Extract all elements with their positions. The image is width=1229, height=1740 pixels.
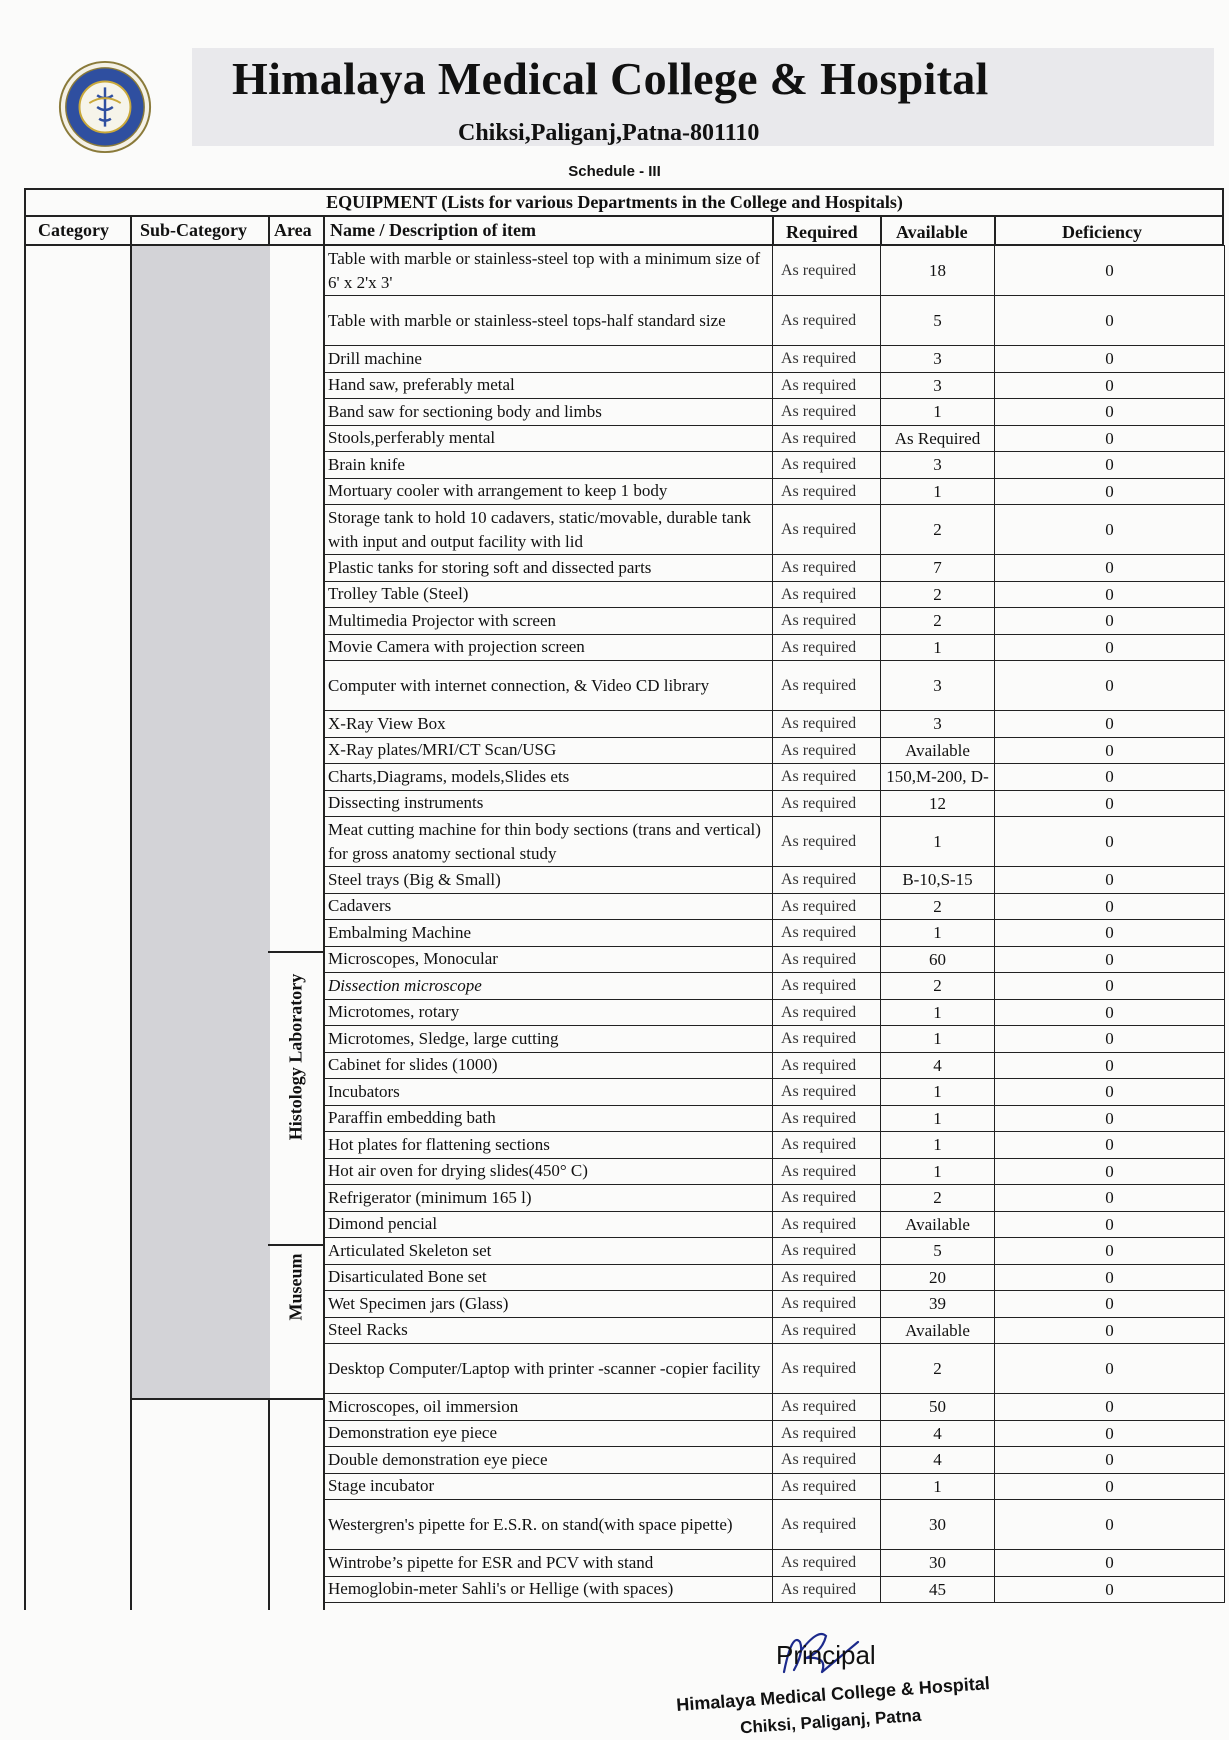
- item-required: As required: [773, 737, 881, 764]
- table-row: [325, 764, 1225, 791]
- item-required: As required: [773, 346, 881, 373]
- col-deficiency: Deficiency: [1062, 222, 1142, 242]
- item-deficiency: 0: [995, 478, 1225, 505]
- item-available: 1: [881, 1079, 995, 1106]
- table-row: [325, 1264, 1225, 1291]
- table-row: [325, 1291, 1225, 1318]
- area-divider-end: [130, 1398, 324, 1400]
- item-deficiency: 0: [995, 372, 1225, 399]
- table-row: [325, 920, 1225, 947]
- item-deficiency: 0: [995, 425, 1225, 452]
- item-deficiency: 0: [995, 1473, 1225, 1500]
- item-available: 1: [881, 1473, 995, 1500]
- item-deficiency: 0: [995, 764, 1225, 791]
- signature-title: Principal: [776, 1640, 876, 1670]
- item-name: Cadavers: [325, 893, 773, 920]
- item-name: Microscopes, oil immersion: [325, 1394, 773, 1421]
- item-name: Hand saw, preferably metal: [325, 372, 773, 399]
- page-address: Chiksi,Paliganj,Patna-801110: [458, 120, 760, 146]
- item-required: As required: [773, 1291, 881, 1318]
- table-row: [325, 867, 1225, 894]
- item-required: As required: [773, 399, 881, 426]
- item-available: 150,M-200, D-: [881, 764, 995, 791]
- item-available: Available: [881, 1211, 995, 1238]
- item-available: 5: [881, 1238, 995, 1265]
- item-name: Stage incubator: [325, 1473, 773, 1500]
- area-divider-museum: [268, 1244, 324, 1246]
- table-row: [325, 634, 1225, 661]
- item-deficiency: 0: [995, 1447, 1225, 1474]
- table-row: [325, 1447, 1225, 1474]
- item-name: Mortuary cooler with arrangement to keep 1 body: [325, 478, 773, 505]
- table-row: [325, 1079, 1225, 1106]
- item-name: Steel trays (Big & Small): [325, 867, 773, 894]
- item-deficiency: 0: [995, 1317, 1225, 1344]
- item-available: 2: [881, 1344, 995, 1394]
- item-available: 2: [881, 505, 995, 555]
- col-area: Area: [274, 220, 312, 240]
- item-required: As required: [773, 711, 881, 738]
- table-row: [325, 425, 1225, 452]
- item-deficiency: 0: [995, 608, 1225, 635]
- table-row: [325, 711, 1225, 738]
- item-required: As required: [773, 661, 881, 711]
- item-available: 12: [881, 790, 995, 817]
- item-name: X-Ray plates/MRI/CT Scan/USG: [325, 737, 773, 764]
- item-deficiency: 0: [995, 346, 1225, 373]
- item-required: As required: [773, 1211, 881, 1238]
- table-row: [325, 555, 1225, 582]
- area-histology-label: Histology Laboratory: [285, 973, 306, 1141]
- item-deficiency: 0: [995, 581, 1225, 608]
- item-required: As required: [773, 246, 881, 296]
- item-required: As required: [773, 999, 881, 1026]
- item-available: 18: [881, 246, 995, 296]
- item-required: As required: [773, 581, 881, 608]
- item-required: As required: [773, 790, 881, 817]
- table-row: [325, 1211, 1225, 1238]
- item-available: 1: [881, 1158, 995, 1185]
- table-row: [325, 661, 1225, 711]
- item-available: B-10,S-15: [881, 867, 995, 894]
- item-available: 39: [881, 1291, 995, 1318]
- item-available: 2: [881, 1185, 995, 1212]
- table-row: [325, 1420, 1225, 1447]
- item-available: 45: [881, 1576, 995, 1603]
- item-name: Table with marble or stainless-steel tops-half standard size: [325, 296, 773, 346]
- item-deficiency: 0: [995, 1052, 1225, 1079]
- frame-left-line: [24, 188, 26, 1610]
- item-required: As required: [773, 634, 881, 661]
- item-name: Stools,perferably mental: [325, 425, 773, 452]
- item-name: Dimond pencial: [325, 1211, 773, 1238]
- item-required: As required: [773, 1550, 881, 1577]
- item-name: Microtomes, rotary: [325, 999, 773, 1026]
- item-deficiency: 0: [995, 999, 1225, 1026]
- item-deficiency: 0: [995, 246, 1225, 296]
- item-name: Dissection microscope: [325, 973, 773, 1000]
- item-available: 20: [881, 1264, 995, 1291]
- table-row: [325, 346, 1225, 373]
- item-available: 1: [881, 920, 995, 947]
- schedule-label: Schedule - III: [568, 163, 661, 180]
- item-name: Paraffin embedding bath: [325, 1105, 773, 1132]
- college-seal-icon: [56, 58, 154, 156]
- item-deficiency: 0: [995, 1264, 1225, 1291]
- item-name: Charts,Diagrams, models,Slides ets: [325, 764, 773, 791]
- item-available: 1: [881, 478, 995, 505]
- item-available: 30: [881, 1500, 995, 1550]
- item-deficiency: 0: [995, 867, 1225, 894]
- col-sub-category: Sub-Category: [140, 220, 247, 240]
- item-deficiency: 0: [995, 1344, 1225, 1394]
- item-required: As required: [773, 372, 881, 399]
- item-deficiency: 0: [995, 817, 1225, 867]
- item-deficiency: 0: [995, 1420, 1225, 1447]
- item-available: As Required: [881, 425, 995, 452]
- item-name: Multimedia Projector with screen: [325, 608, 773, 635]
- area-museum-label: Museum: [285, 1253, 306, 1321]
- item-available: 50: [881, 1394, 995, 1421]
- equipment-table-body: [325, 246, 1225, 1603]
- area-divider-histology: [268, 951, 324, 953]
- item-required: As required: [773, 1394, 881, 1421]
- item-required: As required: [773, 1185, 881, 1212]
- table-row: [325, 296, 1225, 346]
- table-row: [325, 1394, 1225, 1421]
- item-required: As required: [773, 1158, 881, 1185]
- item-available: 1: [881, 399, 995, 426]
- item-name: Plastic tanks for storing soft and dissected parts: [325, 555, 773, 582]
- item-deficiency: 0: [995, 1291, 1225, 1318]
- table-row: [325, 817, 1225, 867]
- item-name: Computer with internet connection, & Video CD library: [325, 661, 773, 711]
- item-available: Available: [881, 1317, 995, 1344]
- table-row: [325, 608, 1225, 635]
- col-name: Name / Description of item: [330, 220, 536, 240]
- item-deficiency: 0: [995, 1238, 1225, 1265]
- item-available: 4: [881, 1447, 995, 1474]
- item-available: 3: [881, 452, 995, 479]
- item-deficiency: 0: [995, 452, 1225, 479]
- item-deficiency: 0: [995, 399, 1225, 426]
- table-row: [325, 452, 1225, 479]
- item-name: Hot air oven for drying slides(450° C): [325, 1158, 773, 1185]
- item-deficiency: 0: [995, 1132, 1225, 1159]
- item-required: As required: [773, 946, 881, 973]
- item-deficiency: 0: [995, 1394, 1225, 1421]
- item-name: Drill machine: [325, 346, 773, 373]
- item-available: 5: [881, 296, 995, 346]
- frame-top-line: [24, 188, 1222, 190]
- item-name: Meat cutting machine for thin body sections (trans and vertical) for gross anatomy sectional study: [325, 817, 773, 867]
- page-title: Himalaya Medical College & Hospital: [232, 53, 989, 104]
- item-name: Double demonstration eye piece: [325, 1447, 773, 1474]
- table-row: [325, 1052, 1225, 1079]
- item-name: Movie Camera with projection screen: [325, 634, 773, 661]
- item-name: Cabinet for slides (1000): [325, 1052, 773, 1079]
- item-available: 4: [881, 1052, 995, 1079]
- table-row: [325, 1238, 1225, 1265]
- item-name: Hot plates for flattening sections: [325, 1132, 773, 1159]
- table-title: EQUIPMENT (Lists for various Departments in the College and Hospitals): [326, 192, 903, 212]
- item-available: 3: [881, 372, 995, 399]
- item-deficiency: 0: [995, 1105, 1225, 1132]
- table-row: [325, 1576, 1225, 1603]
- item-name: Westergren's pipette for E.S.R. on stand(with space pipette): [325, 1500, 773, 1550]
- equipment-table: [324, 245, 1225, 1603]
- table-row: [325, 1550, 1225, 1577]
- table-row: [325, 893, 1225, 920]
- item-name: Disarticulated Bone set: [325, 1264, 773, 1291]
- item-available: 2: [881, 608, 995, 635]
- col-available: Available: [896, 222, 968, 242]
- item-available: Available: [881, 737, 995, 764]
- item-available: 1: [881, 1026, 995, 1053]
- item-deficiency: 0: [995, 1158, 1225, 1185]
- item-name: Demonstration eye piece: [325, 1420, 773, 1447]
- table-row: [325, 372, 1225, 399]
- item-deficiency: 0: [995, 1550, 1225, 1577]
- item-available: 2: [881, 581, 995, 608]
- item-deficiency: 0: [995, 790, 1225, 817]
- item-required: As required: [773, 1420, 881, 1447]
- item-name: Desktop Computer/Laptop with printer -scanner -copier facility: [325, 1344, 773, 1394]
- table-row: [325, 737, 1225, 764]
- item-required: As required: [773, 1264, 881, 1291]
- table-row: [325, 1185, 1225, 1212]
- item-deficiency: 0: [995, 1079, 1225, 1106]
- item-available: 3: [881, 711, 995, 738]
- item-name: Brain knife: [325, 452, 773, 479]
- table-row: [325, 1026, 1225, 1053]
- item-deficiency: 0: [995, 946, 1225, 973]
- item-required: As required: [773, 817, 881, 867]
- table-row: [325, 1500, 1225, 1550]
- item-deficiency: 0: [995, 1026, 1225, 1053]
- item-required: As required: [773, 608, 881, 635]
- item-name: Dissecting instruments: [325, 790, 773, 817]
- item-required: As required: [773, 1447, 881, 1474]
- item-available: 30: [881, 1550, 995, 1577]
- item-required: As required: [773, 867, 881, 894]
- item-deficiency: 0: [995, 296, 1225, 346]
- item-required: As required: [773, 1317, 881, 1344]
- item-name: Microscopes, Monocular: [325, 946, 773, 973]
- item-deficiency: 0: [995, 555, 1225, 582]
- item-name: Embalming Machine: [325, 920, 773, 947]
- item-available: 4: [881, 1420, 995, 1447]
- item-required: As required: [773, 1079, 881, 1106]
- signature-org: Himalaya Medical College & Hospital: [675, 1673, 991, 1715]
- item-required: As required: [773, 973, 881, 1000]
- item-name: Storage tank to hold 10 cadavers, static/movable, durable tank with input and output facility with lid: [325, 505, 773, 555]
- item-required: As required: [773, 1238, 881, 1265]
- table-row: [325, 973, 1225, 1000]
- table-row: [325, 399, 1225, 426]
- item-deficiency: 0: [995, 1576, 1225, 1603]
- table-row: [325, 1344, 1225, 1394]
- item-available: 1: [881, 1105, 995, 1132]
- item-name: Trolley Table (Steel): [325, 581, 773, 608]
- item-deficiency: 0: [995, 661, 1225, 711]
- item-name: Articulated Skeleton set: [325, 1238, 773, 1265]
- table-row: [325, 246, 1225, 296]
- item-name: Refrigerator (minimum 165 l): [325, 1185, 773, 1212]
- item-available: 1: [881, 1132, 995, 1159]
- item-available: 1: [881, 999, 995, 1026]
- item-available: 3: [881, 661, 995, 711]
- head-div-available: [880, 216, 882, 246]
- col-required: Required: [786, 222, 858, 242]
- table-row: [325, 946, 1225, 973]
- item-required: As required: [773, 425, 881, 452]
- item-available: 7: [881, 555, 995, 582]
- item-name: Microtomes, Sledge, large cutting: [325, 1026, 773, 1053]
- item-deficiency: 0: [995, 893, 1225, 920]
- item-available: 2: [881, 893, 995, 920]
- table-row: [325, 1473, 1225, 1500]
- item-required: As required: [773, 452, 881, 479]
- sub-category-cell: [132, 246, 270, 1398]
- col-category: Category: [38, 220, 109, 240]
- head-div-deficiency: [994, 216, 996, 246]
- table-row: [325, 1158, 1225, 1185]
- item-required: As required: [773, 296, 881, 346]
- table-row: [325, 505, 1225, 555]
- table-row: [325, 1132, 1225, 1159]
- item-deficiency: 0: [995, 634, 1225, 661]
- table-row: [325, 999, 1225, 1026]
- item-name: Wet Specimen jars (Glass): [325, 1291, 773, 1318]
- item-deficiency: 0: [995, 737, 1225, 764]
- item-required: As required: [773, 505, 881, 555]
- item-name: X-Ray View Box: [325, 711, 773, 738]
- item-required: As required: [773, 1576, 881, 1603]
- item-required: As required: [773, 893, 881, 920]
- item-available: 60: [881, 946, 995, 973]
- item-deficiency: 0: [995, 1500, 1225, 1550]
- item-required: As required: [773, 764, 881, 791]
- item-deficiency: 0: [995, 1185, 1225, 1212]
- item-name: Steel Racks: [325, 1317, 773, 1344]
- item-deficiency: 0: [995, 505, 1225, 555]
- item-required: As required: [773, 478, 881, 505]
- item-name: Table with marble or stainless-steel top with a minimum size of 6' x 2'x 3': [325, 246, 773, 296]
- table-row: [325, 790, 1225, 817]
- item-deficiency: 0: [995, 711, 1225, 738]
- table-row: [325, 1317, 1225, 1344]
- item-required: As required: [773, 1473, 881, 1500]
- item-required: As required: [773, 920, 881, 947]
- item-name: Band saw for sectioning body and limbs: [325, 399, 773, 426]
- item-deficiency: 0: [995, 1211, 1225, 1238]
- item-deficiency: 0: [995, 973, 1225, 1000]
- item-available: 1: [881, 634, 995, 661]
- item-required: As required: [773, 1500, 881, 1550]
- item-required: As required: [773, 1132, 881, 1159]
- item-available: 3: [881, 346, 995, 373]
- item-name: Incubators: [325, 1079, 773, 1106]
- head-div-required: [772, 216, 774, 246]
- title-divider: [24, 215, 1222, 217]
- item-available: 1: [881, 817, 995, 867]
- item-deficiency: 0: [995, 920, 1225, 947]
- signature-address: Chiksi, Paliganj, Patna: [739, 1705, 922, 1738]
- item-required: As required: [773, 1344, 881, 1394]
- item-required: As required: [773, 1052, 881, 1079]
- item-name: Wintrobe’s pipette for ESR and PCV with stand: [325, 1550, 773, 1577]
- item-required: As required: [773, 555, 881, 582]
- item-required: As required: [773, 1026, 881, 1053]
- item-name: Hemoglobin-meter Sahli's or Hellige (with spaces): [325, 1576, 773, 1603]
- table-row: [325, 581, 1225, 608]
- table-row: [325, 478, 1225, 505]
- item-available: 2: [881, 973, 995, 1000]
- table-row: [325, 1105, 1225, 1132]
- item-required: As required: [773, 1105, 881, 1132]
